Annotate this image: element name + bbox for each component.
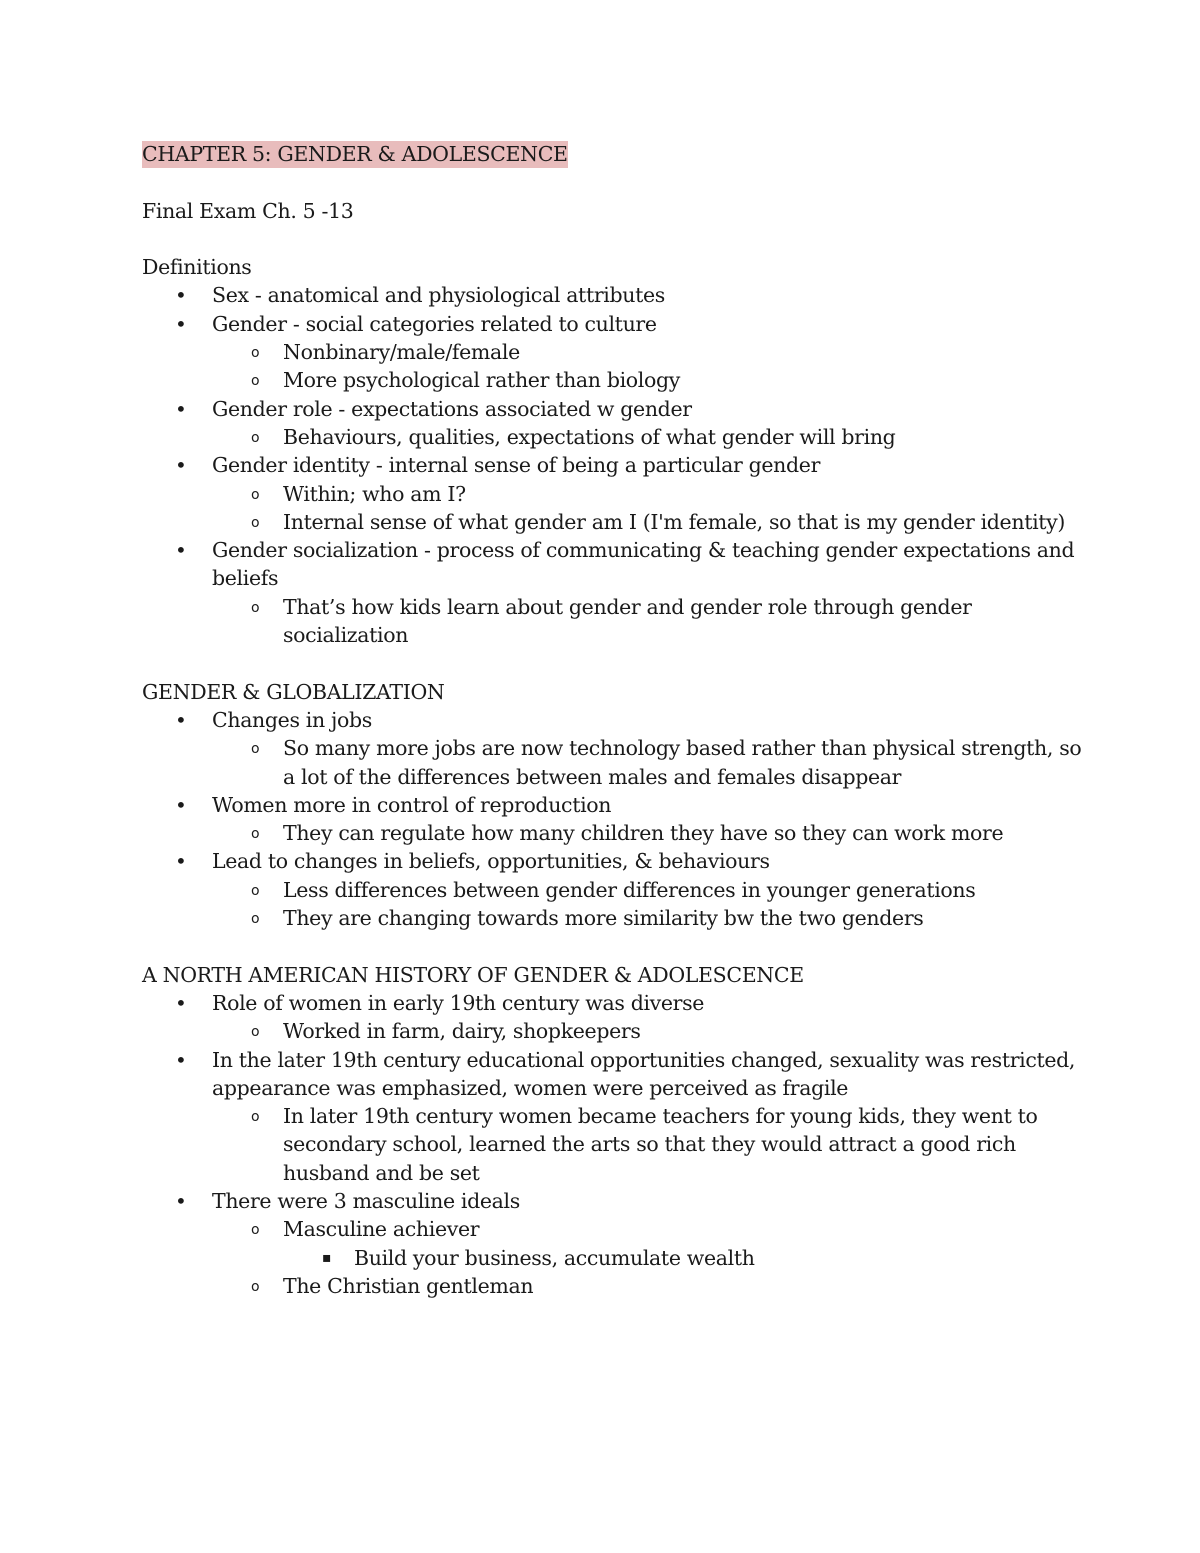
list-item-text: Gender identity - internal sense of being a particular gender xyxy=(212,453,821,478)
list-item-text: Gender role - expectations associated w gender xyxy=(212,396,692,421)
sub-bullet-list xyxy=(212,338,1082,395)
sub-bullet-list xyxy=(212,876,1082,933)
list-item-text: Gender - social categories related to culture xyxy=(212,311,657,336)
sub-bullet-list xyxy=(212,1215,1082,1300)
spacer xyxy=(142,932,1082,960)
sub-list-item-text: So many more jobs are now technology based rather than physical strength, so a lot of the differences between males and females disappear xyxy=(283,736,1082,789)
chapter-title-line xyxy=(142,140,1082,168)
sub-list-item xyxy=(212,1215,1082,1272)
section-heading: A NORTH AMERICAN HISTORY OF GENDER & ADOLESCENCE xyxy=(142,962,804,987)
bullet-icon: • xyxy=(175,283,187,308)
list-item xyxy=(142,1046,1082,1187)
document-page xyxy=(142,140,1082,1300)
list-item xyxy=(142,1187,1082,1300)
chapter-title: CHAPTER 5: GENDER & ADOLESCENCE xyxy=(142,142,568,166)
list-item-text: Women more in control of reproduction xyxy=(212,792,612,817)
sub-list-item-text: They can regulate how many children they have so they can work more xyxy=(283,821,1004,846)
section-heading: Definitions xyxy=(142,255,252,280)
sub-sub-bullet-list xyxy=(283,1244,1082,1272)
sub-bullet-icon: o xyxy=(251,826,260,843)
sub-bullet-list xyxy=(212,593,1082,650)
sub-bullet-icon: o xyxy=(251,741,260,758)
list-item xyxy=(142,281,1082,309)
bullet-icon: • xyxy=(175,396,187,421)
sub-bullet-icon: o xyxy=(251,1109,260,1126)
sub-bullet-list xyxy=(212,819,1082,847)
sub-list-item-text: Behaviours, qualities, expectations of what gender will bring xyxy=(283,424,896,449)
sub-list-item-text: Worked in farm, dairy, shopkeepers xyxy=(283,1019,641,1044)
sub-list-item-text: Nonbinary/male/female xyxy=(283,340,520,365)
sub-bullet-list xyxy=(212,423,1082,451)
bullet-icon: • xyxy=(175,538,187,563)
list-item xyxy=(142,536,1082,649)
bullet-icon: • xyxy=(175,707,187,732)
sub-bullet-icon: o xyxy=(251,514,260,531)
sub-list-item xyxy=(212,338,1082,366)
section-heading: GENDER & GLOBALIZATION xyxy=(142,679,445,704)
sub-list-item xyxy=(212,366,1082,394)
bullet-icon: • xyxy=(175,311,187,336)
list-item-text: Sex - anatomical and physiological attributes xyxy=(212,283,665,308)
list-item-text: In the later 19th century educational opportunities changed, sexuality was restricted, appearance was emphasized, women were perceived as fragile xyxy=(212,1047,1076,1100)
sub-list-item-text: More psychological rather than biology xyxy=(283,368,681,393)
sub-list-item xyxy=(212,423,1082,451)
sub-bullet-icon: o xyxy=(251,882,260,899)
list-item xyxy=(142,706,1082,791)
bullet-icon: • xyxy=(175,1188,187,1213)
sub-list-item-text: Masculine achiever xyxy=(283,1217,480,1242)
sub-sub-list-item-text: Build your business, accumulate wealth xyxy=(354,1245,755,1270)
sub-list-item xyxy=(212,1102,1082,1187)
sub-list-item xyxy=(212,876,1082,904)
list-item-text: Gender socialization - process of communicating & teaching gender expectations and beliefs xyxy=(212,538,1075,591)
bullet-list xyxy=(142,706,1082,932)
sub-list-item-text: The Christian gentleman xyxy=(283,1273,534,1298)
bullet-icon: • xyxy=(175,792,187,817)
sub-list-item xyxy=(212,819,1082,847)
notes-section xyxy=(142,678,1082,961)
sub-list-item xyxy=(212,1272,1082,1300)
list-item xyxy=(142,791,1082,848)
sub-bullet-list xyxy=(212,1102,1082,1187)
sub-list-item xyxy=(212,1017,1082,1045)
sub-list-item-text: Less differences between gender differences in younger generations xyxy=(283,877,976,902)
sub-list-item xyxy=(212,734,1082,791)
list-item xyxy=(142,989,1082,1046)
bullet-list xyxy=(142,989,1082,1300)
sub-bullet-list xyxy=(212,480,1082,537)
notes-section xyxy=(142,253,1082,677)
sub-list-item xyxy=(212,904,1082,932)
sub-bullet-icon: o xyxy=(251,345,260,362)
square-bullet-icon: ▪ xyxy=(322,1249,332,1266)
sub-list-item-text: They are changing towards more similarity bw the two genders xyxy=(283,906,924,931)
bullet-icon: • xyxy=(175,1047,187,1072)
sub-list-item xyxy=(212,480,1082,508)
sub-bullet-list xyxy=(212,1017,1082,1045)
sub-bullet-icon: o xyxy=(251,373,260,390)
list-item xyxy=(142,395,1082,452)
sub-bullet-icon: o xyxy=(251,1278,260,1295)
sub-bullet-icon: o xyxy=(251,486,260,503)
spacer xyxy=(142,649,1082,677)
sub-bullet-icon: o xyxy=(251,1222,260,1239)
list-item-text: Role of women in early 19th century was diverse xyxy=(212,990,705,1015)
sub-list-item-text: Internal sense of what gender am I (I'm female, so that is my gender identity) xyxy=(283,509,1066,534)
sub-bullet-icon: o xyxy=(251,911,260,928)
sub-sub-list-item xyxy=(283,1244,1082,1272)
bullet-list xyxy=(142,281,1082,649)
sub-bullet-icon: o xyxy=(251,429,260,446)
sub-list-item-text: In later 19th century women became teachers for young kids, they went to secondary school, learned the arts so that they would attract a good rich husband and be set xyxy=(283,1104,1038,1185)
sub-bullet-list xyxy=(212,734,1082,791)
sub-list-item-text: Within; who am I? xyxy=(283,481,466,506)
list-item xyxy=(142,451,1082,536)
list-item-text: Lead to changes in beliefs, opportunities, & behaviours xyxy=(212,849,770,874)
sub-list-item xyxy=(212,593,1082,650)
notes-section xyxy=(142,961,1082,1301)
notes-sections xyxy=(142,253,1082,1300)
bullet-icon: • xyxy=(175,849,187,874)
sub-bullet-icon: o xyxy=(251,1024,260,1041)
bullet-icon: • xyxy=(175,990,187,1015)
exam-scope: Final Exam Ch. 5 -13 xyxy=(142,198,354,223)
list-item-text: There were 3 masculine ideals xyxy=(212,1188,520,1213)
sub-list-item xyxy=(212,508,1082,536)
list-item-text: Changes in jobs xyxy=(212,707,372,732)
bullet-icon: • xyxy=(175,453,187,478)
list-item xyxy=(142,847,1082,932)
sub-bullet-icon: o xyxy=(251,599,260,616)
spacer xyxy=(142,225,1082,253)
spacer xyxy=(142,168,1082,196)
sub-list-item-text: That’s how kids learn about gender and gender role through gender socialization xyxy=(283,594,972,648)
list-item xyxy=(142,310,1082,395)
